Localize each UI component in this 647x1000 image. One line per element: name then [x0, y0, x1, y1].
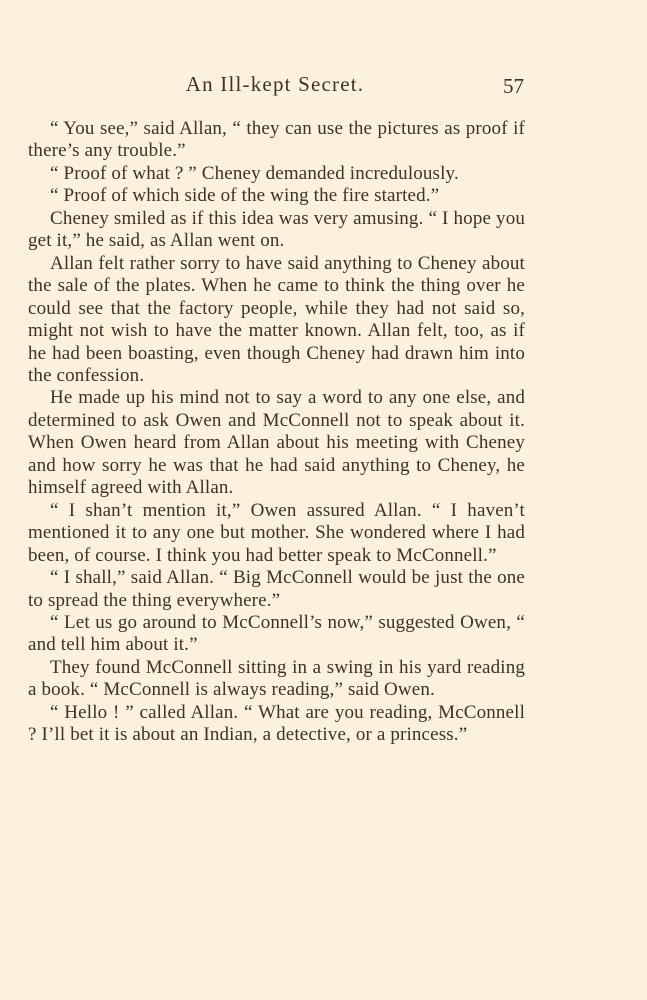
page-number: 57: [503, 74, 524, 98]
paragraph: “ Let us go around to McConnell’s now,” suggested Owen, “ and tell him about it.”: [28, 611, 525, 656]
running-head: [0, 72, 647, 102]
paragraph: Allan felt rather sorry to have said anything to Cheney about the sale of the plates. When he came to think the thing over he could see that the factory people, while they had not said so, might not wish to have the matter known. Allan felt, too, as if he had been boasting, even though Cheney had drawn him into the confession.: [28, 252, 525, 386]
chapter-running-title: An Ill-kept Secret.: [185, 72, 365, 96]
paragraph: They found McConnell sitting in a swing in his yard reading a book. “ McConnell is always reading,” said Owen.: [28, 656, 525, 701]
paragraph: “ I shall,” said Allan. “ Big McConnell would be just the one to spread the thing everywhere.”: [28, 567, 525, 611]
body-text: [28, 118, 525, 747]
paragraph: “ You see,” said Allan, “ they can use the pictures as proof if there’s any trouble.”: [28, 118, 525, 162]
paragraph: “ Hello ! ” called Allan. “ What are you reading, McConnell ? I’ll bet it is about an Indian, a detective, or a princess.”: [28, 701, 525, 746]
paragraph: He made up his mind not to say a word to any one else, and determined to ask Owen and McConnell not to speak about it. When Owen heard from Allan about his meeting with Cheney and how sorry he was that he had said anything to Cheney, he himself agreed with Allan.: [28, 387, 525, 499]
paragraph: “ Proof of what ? ” Cheney demanded incredulously.: [50, 162, 459, 184]
paragraph: Cheney smiled as if this idea was very amusing. “ I hope you get it,” he said, as Allan went on.: [28, 207, 525, 252]
paragraph: “ I shan’t mention it,” Owen assured Allan. “ I haven’t mentioned it to any one but mother. She wondered where I had been, of course. I think you had better speak to McConnell.”: [28, 499, 525, 566]
paragraph: “ Proof of which side of the wing the fire started.”: [50, 185, 440, 207]
